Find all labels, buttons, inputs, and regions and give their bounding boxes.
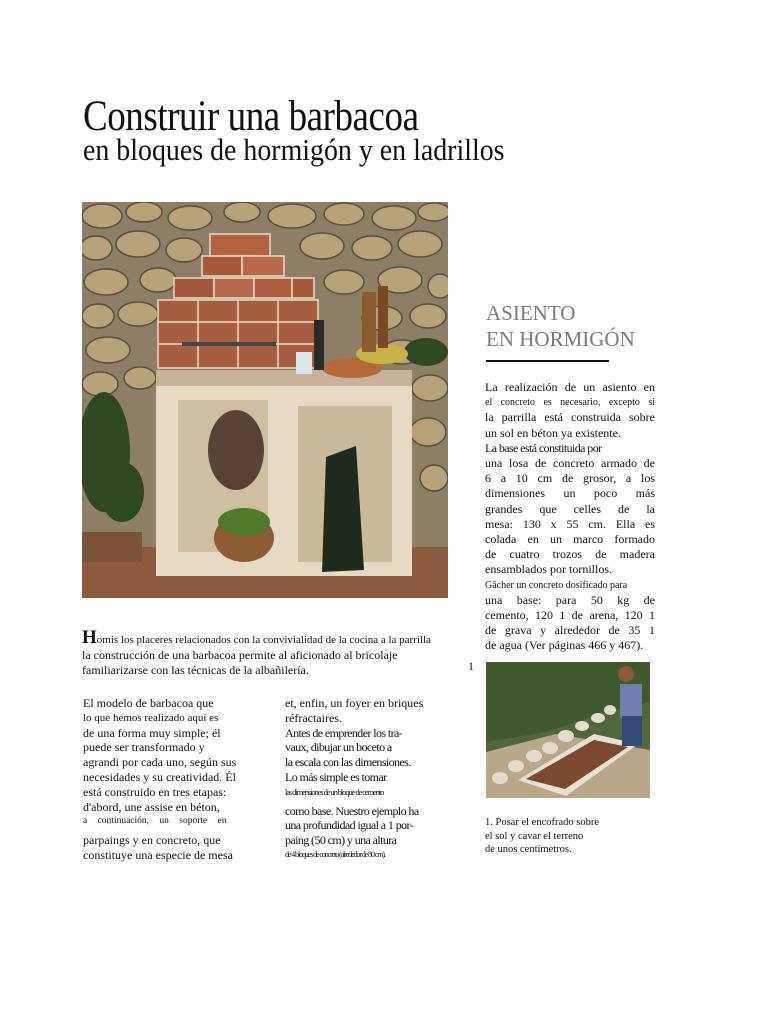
page-title: Construir una barbacoa [83,93,419,140]
caption-line: de unos centímetros. [485,844,572,855]
sidebar-line: mesa: 130 x 55 cm. Ella es [485,516,655,531]
figure-caption [485,816,599,857]
column-line: Antes de emprender los tra- [285,725,403,740]
sidebar-line: ensamblados por tornillos. [485,562,612,577]
sidebar-line: el concreto es necesario, excepto si [485,397,655,409]
sidebar-line: la parrilla está construida sobre [485,410,655,425]
sidebar-line: 6 a 10 cm de grosor, a los [485,471,655,486]
column-line: una profundidad igual a 1 por- [285,818,414,833]
sidebar-line: de agua (Ver páginas 466 y 467). [485,638,644,653]
sidebar-line: cemento, 120 1 de arena, 120 1 [485,608,655,623]
sidebar-line: grandes que celles de la [485,501,655,516]
figure-number: 1 [468,659,474,673]
column-line: agrandi por cada uno, según sus [83,755,237,770]
intro-line: la construcción de una barbacoa permite al aficionado al bricolaje [82,648,398,662]
column-line: parpaings y en concreto, que [83,833,221,848]
column-line: vaux, dibujar un boceto a [285,740,392,755]
sidebar-text [485,380,655,654]
sidebar-line: La realización de un asiento en [485,380,655,394]
column-line: constituye una especie de mesa [83,847,233,862]
column-line: está construido en tres etapas: [83,784,227,799]
column-line: d'abord, une assise en béton, [83,799,220,814]
caption-line: el sol y cavar el terreno [485,830,584,842]
column-line: la escala con las dimensiones. [285,755,411,770]
sidebar-line: de cuatro trozos de madera [485,547,655,562]
sidebar-heading-line2: EN HORMIGÓN [486,327,635,351]
sidebar-line: una base: para 50 kg de [485,592,655,607]
sidebar-line: de grava y alrededor de 35 1 [485,623,655,638]
formwork-photo [486,662,650,798]
page-subtitle: en bloques de hormigón y en ladrillos [83,132,505,167]
column-line: lo que hemos realizado aquí es [83,711,219,724]
sidebar-heading-line1: ASIENTO [486,301,576,325]
intro-line: familiarizarse con las técnicas de la albañilería. [82,663,309,677]
sidebar-line: dimensiones un poco más [485,486,655,501]
column-line: et, enfin, un foyer en briques [285,696,424,710]
body-column-1 [83,696,253,863]
intro-paragraph [82,627,452,678]
sidebar-line: Gâcher un concreto dosificado para [485,579,628,591]
sidebar-line: un sol en béton ya existente. [485,425,621,440]
sidebar-line: una losa de concreto armado de [485,456,655,471]
sidebar-rule [486,360,609,362]
column-line: Lo más simple es tomar [285,769,387,784]
column-line: a continuación, un soporte en [83,816,227,827]
column-line: puede ser transformado y [83,740,205,755]
column-line: necesidades y su creatividad. Él [83,769,236,784]
barbecue-photo [82,202,448,598]
column-line: como base. Nuestro ejemplo ha [285,803,419,818]
column-line: de una forma muy simple; él [83,725,221,740]
caption-line: 1. Posar el encofrado sobre [485,817,600,828]
body-column-2 [285,696,445,863]
sidebar-line: La base está constituida por [485,440,602,455]
column-line: El modelo de barbacoa que [83,696,214,710]
dropcap: H [82,627,97,648]
column-line: paing (50 cm) y una altura [285,833,397,848]
column-line: réfractaires. [285,710,342,725]
intro-line: omis los placeres relacionados con la convivialidad de la cocina a la parrilla [96,634,431,646]
column-line: de 4 bloques de concreto (alrededor de 80 cm). [285,849,385,859]
sidebar-heading [486,300,635,352]
sidebar-line: colada en un marco formado [485,532,655,547]
column-line: las dimensiones de un bloque de cemento [285,786,384,797]
